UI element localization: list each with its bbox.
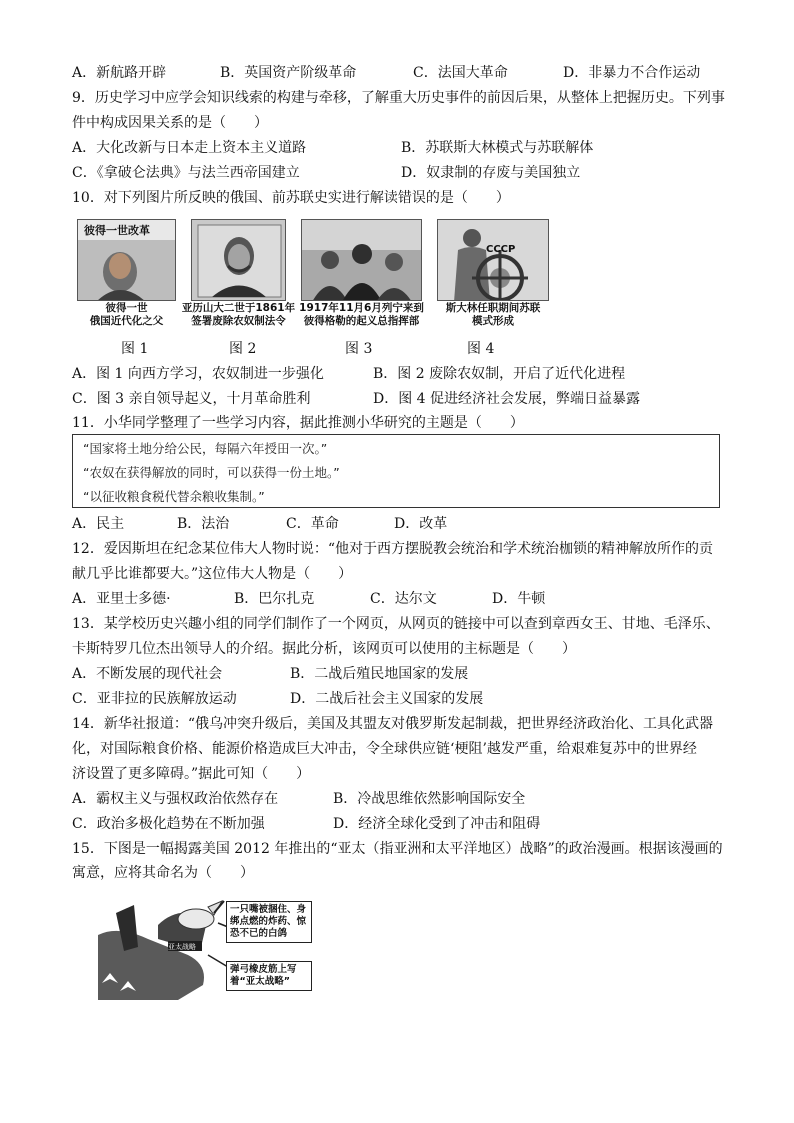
figure-4-label: 图 4 [467,341,495,357]
figure-2-image [191,219,286,301]
q12-stem-line2: 献几乎比谁都要大。”这位伟大人物是（ ） [72,566,353,582]
q13-option-a: A．不断发展的现代社会 [72,666,223,682]
figure-1-label: 图 1 [121,341,149,357]
q12-option-b: B．巴尔扎克 [234,591,315,607]
q11-quote-2: “农奴在获得解放的同时，可以获得一份土地。” [83,465,340,480]
q11-quote-box [72,434,720,508]
q11-quote-3: “以征收粮食税代替余粮收集制。” [83,489,265,504]
q12-stem-line1: 12．爱因斯坦在纪念某位伟大人物时说：“他对于西方摆脱教会统治和学术统治枷锁的精神解放所作的贡 [72,541,713,557]
political-cartoon [98,895,313,1000]
q10-stem: 10．对下列图片所反映的俄国、前苏联史实进行解读错误的是（ ） [72,190,510,206]
q11-option-a: A．民主 [72,516,125,532]
q11-option-b: B．法治 [177,516,230,532]
figure-3-image [301,219,422,301]
cartoon-slingshot-label: 亚太战略 [168,943,196,951]
figure-1-caption: 彼得一世 俄国近代化之父 [89,302,164,327]
q9-stem-line1: 9．历史学习中应学会知识线索的构建与牵移，了解重大历史事件的前因后果，从整体上把握历史。下列事 [72,90,725,106]
q14-option-c: C．政治多极化趋势在不断加强 [72,816,265,832]
cartoon-callout-dove: 一只嘴被捆住、身绑点燃的炸药、惊恐不已的白鸽 [226,901,312,943]
q8-option-b: B．英国资产阶级革命 [220,65,357,81]
q14-stem-line1: 14．新华社报道：“俄乌冲突升级后，美国及其盟友对俄罗斯发起制裁，把世界经济政治化、工具化武器 [72,716,713,732]
q10-option-b: B．图 2 废除农奴制，开启了近代化进程 [373,366,626,382]
figure-3-label: 图 3 [345,341,373,357]
figure-4-image [437,219,549,301]
figure-1-image [77,219,176,301]
q11-option-c: C．革命 [286,516,339,532]
figure-4-caption: 斯大林任职期间苏联 模式形成 [445,302,541,327]
q13-stem-line1: 13．某学校历史兴趣小组的同学们制作了一个网页，从网页的链接中可以查到章西女王、甘地、毛泽乐、 [72,616,720,632]
q14-stem-line3: 济设置了更多障碍。”据此可知（ ） [72,766,311,782]
q9-option-b: B．苏联斯大林模式与苏联解体 [401,140,594,156]
q11-stem: 11．小华同学整理了一些学习内容，据此推测小华研究的主题是（ ） [72,415,524,431]
q13-stem-line2: 卡斯特罗几位杰出领导人的介绍。据此分析，该网页可以使用的主标题是（ ） [72,641,576,657]
q12-option-d: D．牛顿 [492,591,546,607]
q9-option-d: D．奴隶制的存废与美国独立 [401,165,581,181]
q10-option-a: A．图 1 向西方学习，农奴制进一步强化 [72,366,324,382]
q11-quote-1: “国家将土地分给公民，每隔六年授田一次。” [83,441,328,456]
q13-option-c: C．亚非拉的民族解放运动 [72,691,237,707]
figure-1-banner: 彼得一世改革 [84,224,150,237]
q14-option-b: B．冷战思维依然影响国际安全 [333,791,526,807]
q9-stem-line2: 件中构成因果关系的是（ ） [72,115,268,131]
q13-option-b: B．二战后殖民地国家的发展 [290,666,469,682]
q9-option-a: A．大化改新与日本走上资本主义道路 [72,140,307,156]
q8-option-d: D．非暴力不合作运动 [563,65,701,81]
cartoon-callout-slingshot: 弹弓橡皮筋上写着“亚太战略” [226,961,312,991]
q11-option-d: D．改革 [394,516,448,532]
figure-2-caption: 亚历山大二世于1861年 签署废除农奴制法令 [181,302,296,327]
q10-option-c: C．图 3 亲自领导起义，十月革命胜利 [72,391,311,407]
q9-option-c: C．《拿破仑法典》与法兰西帝国建立 [72,165,300,181]
q12-option-a: A．亚里士多德· [72,591,171,607]
q12-option-c: C．达尔文 [370,591,437,607]
q10-option-d: D．图 4 促进经济社会发展，弊端日益暴露 [373,391,641,407]
q14-option-d: D．经济全球化受到了冲击和阻碍 [333,816,541,832]
figure-4-banner: CCCP [486,244,516,255]
q13-option-d: D．二战后社会主义国家的发展 [290,691,484,707]
q8-option-a: A．新航路开辟 [72,65,167,81]
figure-3-caption: 1917年11月6月列宁来到 彼得格勒的起义总指挥部 [299,302,424,327]
q14-stem-line2: 化，对国际粮食价格、能源价格造成巨大冲击，令全球供应链‘梗阻’越发严重，给艰难复苏中的世界经 [72,741,697,757]
q15-stem-line1: 15．下图是一幅揭露美国 2012 年推出的“亚太（指亚洲和太平洋地区）战略”的政治漫画。根据该漫画的 [72,841,723,857]
q15-stem-line2: 寓意，应将其命名为（ ） [72,865,254,881]
figure-2-label: 图 2 [229,341,257,357]
q14-option-a: A．霸权主义与强权政治依然存在 [72,791,279,807]
q8-option-c: C．法国大革命 [413,65,508,81]
